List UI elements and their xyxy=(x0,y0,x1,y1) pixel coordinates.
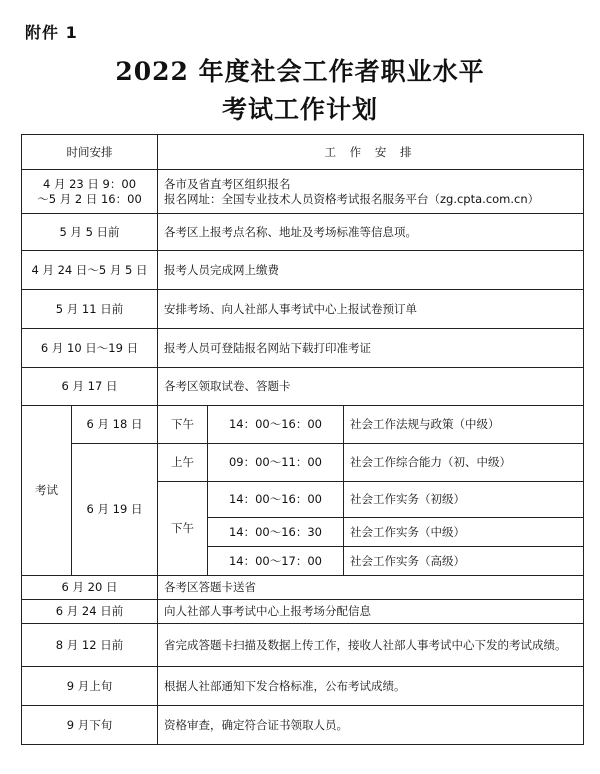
table-header-row xyxy=(22,135,584,170)
work-cell: 各考区领取试卷、答题卡 xyxy=(158,368,584,406)
table-row xyxy=(22,576,584,600)
exam-subject: 社会工作综合能力（初、中级） xyxy=(344,444,584,482)
exam-period: 下午 xyxy=(158,406,208,444)
table-row xyxy=(22,624,584,667)
work-line: 报名网址：全国专业技术人员资格考试报名服务平台（zg.cpta.com.cn） xyxy=(164,191,540,206)
time-cell xyxy=(22,170,158,214)
table-row xyxy=(22,706,584,745)
time-cell: 6 月 17 日 xyxy=(22,368,158,406)
exam-subject: 社会工作实务（中级） xyxy=(344,518,584,547)
table-row xyxy=(22,170,584,214)
time-cell: 4 月 24 日～5 月 5 日 xyxy=(22,251,158,290)
exam-subject: 社会工作实务（高级） xyxy=(344,547,584,576)
time-cell: 9 月上旬 xyxy=(22,667,158,706)
exam-subject: 社会工作实务（初级） xyxy=(344,482,584,518)
exam-time: 14：00～17：00 xyxy=(208,547,344,576)
table-row xyxy=(22,251,584,290)
table-row xyxy=(22,214,584,251)
annex-label: 附件 1 xyxy=(25,23,78,42)
exam-label: 考试 xyxy=(22,406,72,576)
exam-row xyxy=(22,444,584,482)
exam-date: 6 月 19 日 xyxy=(72,444,158,576)
exam-period: 下午 xyxy=(158,482,208,576)
exam-time: 14：00～16：30 xyxy=(208,518,344,547)
time-cell: 5 月 5 日前 xyxy=(22,214,158,251)
exam-subject: 社会工作法规与政策（中级） xyxy=(344,406,584,444)
work-cell xyxy=(158,170,584,214)
time-line: 4 月 23 日 9：00 xyxy=(42,176,137,191)
work-cell: 根据人社部通知下发合格标准，公布考试成绩。 xyxy=(158,667,584,706)
work-cell: 省完成答题卡扫描及数据上传工作，接收人社部人事考试中心下发的考试成绩。 xyxy=(158,624,584,667)
exam-time: 14：00～16：00 xyxy=(208,406,344,444)
time-cell: 6 月 24 日前 xyxy=(22,600,158,624)
exam-time: 14：00～16：00 xyxy=(208,482,344,518)
work-cell: 资格审查，确定符合证书领取人员。 xyxy=(158,706,584,745)
time-cell: 6 月 10 日～19 日 xyxy=(22,329,158,368)
exam-period: 上午 xyxy=(158,444,208,482)
table-row xyxy=(22,329,584,368)
work-cell: 报考人员可登陆报名网站下载打印准考证 xyxy=(158,329,584,368)
time-cell: 8 月 12 日前 xyxy=(22,624,158,667)
work-cell: 报考人员完成网上缴费 xyxy=(158,251,584,290)
exam-time: 09：00～11：00 xyxy=(208,444,344,482)
table-row xyxy=(22,600,584,624)
table-row xyxy=(22,667,584,706)
time-line: ～5 月 2 日 16：00 xyxy=(37,191,142,206)
page-title-line1: 2022 年度社会工作者职业水平 xyxy=(115,57,485,86)
exam-date: 6 月 18 日 xyxy=(72,406,158,444)
exam-row xyxy=(22,406,584,444)
work-cell: 各考区答题卡送省 xyxy=(158,576,584,600)
time-cell: 5 月 11 日前 xyxy=(22,290,158,329)
header-time: 时间安排 xyxy=(22,135,158,170)
header-work: 工 作 安 排 xyxy=(158,135,584,170)
table-row xyxy=(22,368,584,406)
time-cell: 9 月下旬 xyxy=(22,706,158,745)
work-cell: 向人社部人事考试中心上报考场分配信息 xyxy=(158,600,584,624)
work-cell: 安排考场、向人社部人事考试中心上报试卷预订单 xyxy=(158,290,584,329)
page-title-line2: 考试工作计划 xyxy=(221,95,378,124)
time-cell: 6 月 20 日 xyxy=(22,576,158,600)
table-row xyxy=(22,290,584,329)
work-cell: 各考区上报考点名称、地址及考场标准等信息项。 xyxy=(158,214,584,251)
work-line: 各市及省直考区组织报名 xyxy=(164,176,291,191)
schedule-table xyxy=(21,134,584,745)
